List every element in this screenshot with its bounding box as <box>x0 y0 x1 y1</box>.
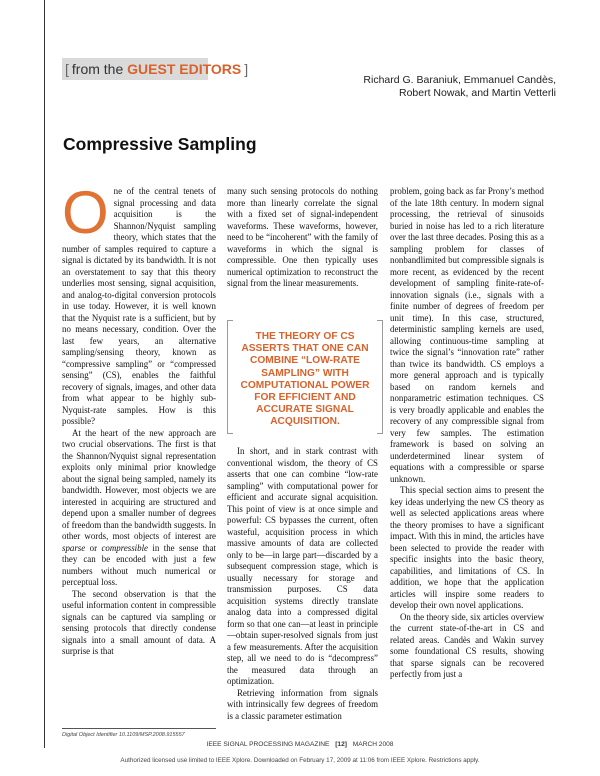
page-footer <box>0 741 600 748</box>
paragraph-text: in the sense that they can be encoded with just a few numbers without much numerical or perceptual loss. <box>62 542 216 587</box>
paragraph-text: At the heart of the new approach are two crucial observations. The first is that the Shannon/Nyquist signal representation exploits only minimal prior knowledge about the signal being sampled, namely its bandwidth. However, most objects we are interested in acquiring are structured and depend upon a smaller number of degrees of freedom than the bandwidth suggests. In other words, most objects of interest are <box>62 427 216 541</box>
authors-line-1: Richard G. Baraniuk, Emmanuel Candès, <box>363 74 556 86</box>
section-label-bold: GUEST EDITORS <box>127 61 242 77</box>
paragraph: In short, and in stark contrast with conventional wisdom, the theory of CS asserts that one can combine “low-rate sampling” with computational power for efficient and accurate signal acquisition. This point of view is at once simple and powerful: CS bypasses the current, often wasteful, acquisition process in which massive amounts of data are collected only to be—in large part—discarded by a subsequent compression stage, which is usually necessary for storage and transmission purposes. CS data acquisition systems directly translate analog data into a compressed digital form so that one can—at least in principle—obtain super-resolved signals from just a few measurements. After the acquisition step, all we need to do is “decompress” the measured data through an optimization. <box>227 446 378 686</box>
emphasis: sparse <box>62 542 86 553</box>
pull-quote-text: THE THEORY OF CS ASSERTS THAT ONE CAN COMBINE “LOW-RATE SAMPLING” WITH COMPUTATIONAL POWER FOR EFFICIENT AND ACCURATE SIGNAL ACQUISITION. <box>240 331 370 428</box>
article-title: Compressive Sampling <box>63 134 257 154</box>
author-list <box>363 74 556 100</box>
paragraph: The second observation is that the useful information content in compressible signals can be captured via sampling or sensing protocols that directly condense signals into a small amount of data. A surprise is that <box>62 588 216 656</box>
footnote-rule <box>62 728 216 729</box>
page-number: [12] <box>335 741 347 748</box>
column-2-top <box>227 186 378 310</box>
authors-line-2: Robert Nowak, and Martin Vetterli <box>399 87 556 99</box>
doi-footnote: Digital Object Identifier 10.1109/MSP.2008.915557 <box>62 732 185 738</box>
pull-quote <box>227 320 383 432</box>
drop-cap: O <box>62 186 109 246</box>
emphasis: compressible <box>101 542 148 553</box>
paragraph: This special section aims to present the key ideas underlying the new CS theory as well as selected applications areas where the theory promises to have a significant impact. With this in mind, the articles have been selected to provide the reader with specific insights into the basic theory, capabilities, and limitations of CS. In addition, we hope that the application articles will inspire some readers to develop their own novel applications. <box>390 485 544 610</box>
section-label: from the <box>71 61 124 77</box>
license-notice: Authorized licensed use limited to IEEE Xplore. Downloaded on February 17, 2009 at 11:06 from IEEE Xplore. Restrictions apply. <box>120 757 480 764</box>
paragraph-text: or <box>89 542 98 553</box>
issue-date: MARCH 2008 <box>352 741 394 748</box>
paragraph-text: ne of the central tenets of signal processing and data acquisition is the Shannon/Nyquist sampling theory, which states that the number of samples required to capture a signal is dictated by its bandwidth. It is not an overstatement to say that this theory underlies most sensing, signal acquisition, and analog-to-digital conversion protocols in use today. However, it is well known that the Nyquist rate is a sufficient, but by no means necessary, condition. Over the last few years, an alternative sampling/sensing theory, known as “compressive sampling” or “compressed sensing” (CS), enables the faithful recovery of signals, images, and other data from what appear to be highly sub-Nyquist-rate samples. How is this possible? <box>62 186 216 426</box>
column-3 <box>390 186 544 746</box>
paragraph: Retrieving information from signals with intrinsically few degrees of freedom is a classic parameter estimation <box>227 687 378 721</box>
margin-rule <box>44 0 45 748</box>
column-1 <box>62 186 216 706</box>
paragraph: On the theory side, six articles overview the current state-of-the-art in CS and related areas. Candès and Wakin survey some foundational CS results, showing that sparse signals can be recovered perfectly from just a <box>390 611 544 679</box>
magazine-name: IEEE SIGNAL PROCESSING MAGAZINE <box>206 741 330 748</box>
pull-quote-bracket-right <box>377 320 383 434</box>
pull-quote-bracket-left <box>227 320 233 434</box>
section-banner: [ from the GUEST EDITORS ] <box>62 58 208 80</box>
paragraph: problem, going back as far Prony’s method of the late 18th century. In modern signal processing, the retrieval of sinusoids buried in noise has led to a rich literature over the last three decades. Posing this as a sampling problem for classes of nonbandlimited but compressible signals is more recent, as evidenced by the recent development of sampling finite-rate-of-innovation signals (i.e., signals with a finite number of degrees of freedom per unit time). In this case, structured, deterministic sampling kernels are used, allowing continuous-time sampling at twice the signal’s “innovation rate” rather than twice its bandwidth. CS employs a more general approach and is typically based on random kernels and nonparametric estimation techniques. CS is very broadly applicable and enables the recovery of any compressible signal from very few samples. The estimation framework is based on solving an underdetermined linear system of equations with a compressible or sparse unknown. <box>390 186 544 484</box>
paragraph <box>62 186 216 428</box>
column-2-bottom <box>227 446 378 746</box>
paragraph <box>62 428 216 589</box>
paragraph: many such sensing protocols do nothing more than linearly correlate the signal with a fixed set of signal-independent waveforms. These waveforms, however, need to be “incoherent” with the family of waveforms in which the signal is compressible. One then typically uses numerical optimization to reconstruct the signal from the linear measurements. <box>227 186 378 288</box>
